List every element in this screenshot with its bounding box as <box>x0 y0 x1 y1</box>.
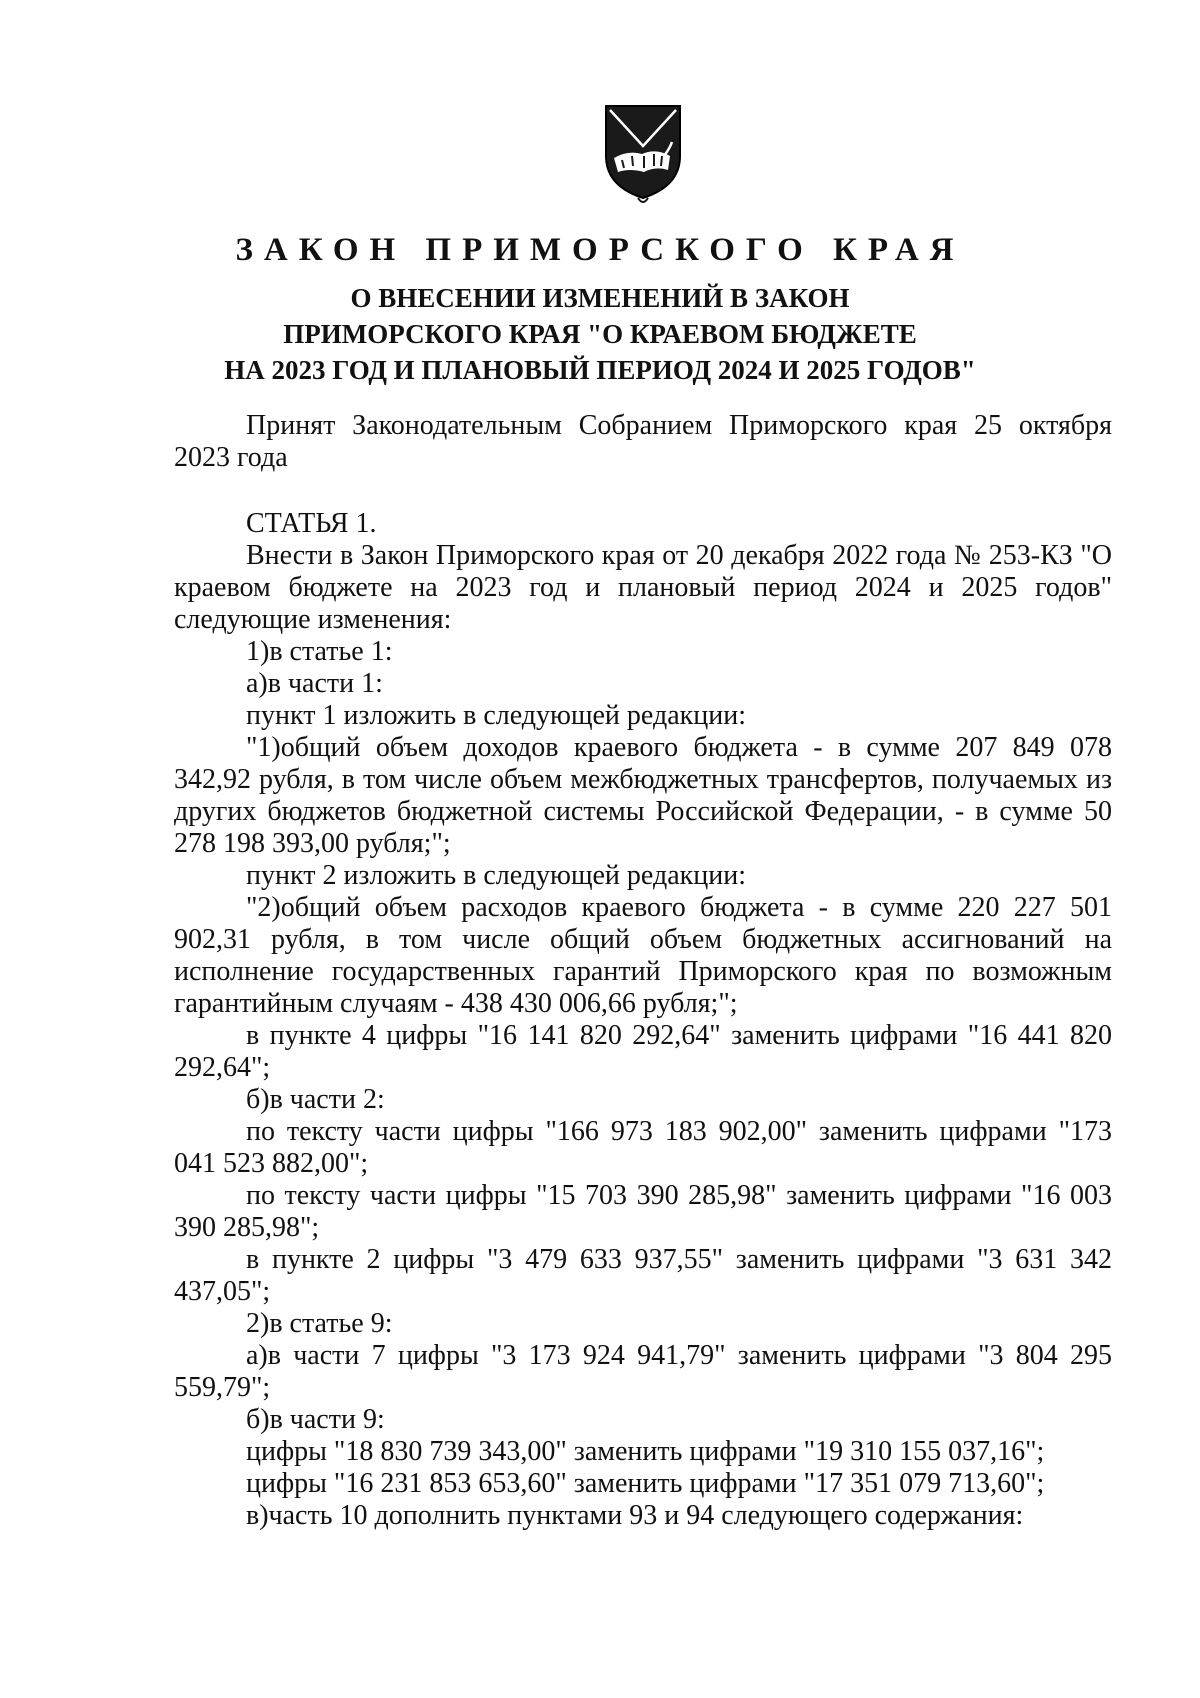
amendment-item: пункт 1 изложить в следующей редакции: <box>246 700 746 731</box>
amendment-item: а)в части 1: <box>246 668 383 699</box>
law-title: ЗАКОН ПРИМОРСКОГО КРАЯ <box>235 232 965 268</box>
amendment-item: по тексту части цифры "15 703 390 285,98" заменить цифрами "16 003 390 285,98"; <box>174 1180 1112 1243</box>
adoption-note: Принят Законодательным Собранием Приморского края 25 октября 2023 года <box>174 410 1112 473</box>
amendment-item: пункт 2 изложить в следующей редакции: <box>246 860 746 891</box>
article-heading: СТАТЬЯ 1. <box>246 508 377 539</box>
law-body <box>174 410 1112 1532</box>
primorye-coat-of-arms-icon <box>600 98 686 206</box>
amendment-item: в пункте 4 цифры "16 141 820 292,64" заменить цифрами "16 441 820 292,64"; <box>174 1020 1112 1083</box>
amendment-item: в пункте 2 цифры "3 479 633 937,55" заменить цифрами "3 631 342 437,05"; <box>174 1244 1112 1307</box>
amendment-item: б)в части 9: <box>246 1404 385 1435</box>
article-intro: Внести в Закон Приморского края от 20 декабря 2022 года № 253-КЗ "О краевом бюджете на 2023 год и плановый период 2024 и 2025 годов" следующие изменения: <box>174 540 1112 635</box>
amendment-item: б)в части 2: <box>246 1084 385 1115</box>
amendment-item: цифры "18 830 739 343,00" заменить цифрами "19 310 155 037,16"; <box>246 1436 1045 1467</box>
subtitle-line: О ВНЕСЕНИИ ИЗМЕНЕНИЙ В ЗАКОН <box>350 283 850 313</box>
amendment-item: цифры "16 231 853 653,60" заменить цифрами "17 351 079 713,60"; <box>246 1468 1045 1499</box>
amendment-item: 2)в статье 9: <box>246 1308 393 1339</box>
amendment-item: в)часть 10 дополнить пунктами 93 и 94 следующего содержания: <box>246 1500 1024 1531</box>
subtitle-line: ПРИМОРСКОГО КРАЯ "О КРАЕВОМ БЮДЖЕТЕ <box>283 319 917 349</box>
law-subtitle <box>0 280 1200 388</box>
amendment-item: "2)общий объем расходов краевого бюджета - в сумме 220 227 501 902,31 рубля, в том числе общий объем бюджетных ассигнований на исполнение государственных гарантий Приморского края по возможным гарантийным случаям - 438 430 006,66 рубля;"; <box>174 892 1112 1019</box>
amendment-item: "1)общий объем доходов краевого бюджета - в сумме 207 849 078 342,92 рубля, в том числе объем межбюджетных трансфертов, получаемых из других бюджетов бюджетной системы Российской Федерации, - в сумме 50 278 198 393,00 рубля;"; <box>174 732 1112 859</box>
amendment-item: а)в части 7 цифры "3 173 924 941,79" заменить цифрами "3 804 295 559,79"; <box>174 1340 1112 1403</box>
subtitle-line: НА 2023 ГОД И ПЛАНОВЫЙ ПЕРИОД 2024 И 2025 ГОДОВ" <box>224 355 976 385</box>
amendment-item: 1)в статье 1: <box>246 636 393 667</box>
amendment-item: по тексту части цифры "166 973 183 902,00" заменить цифрами "173 041 523 882,00"; <box>174 1116 1112 1179</box>
